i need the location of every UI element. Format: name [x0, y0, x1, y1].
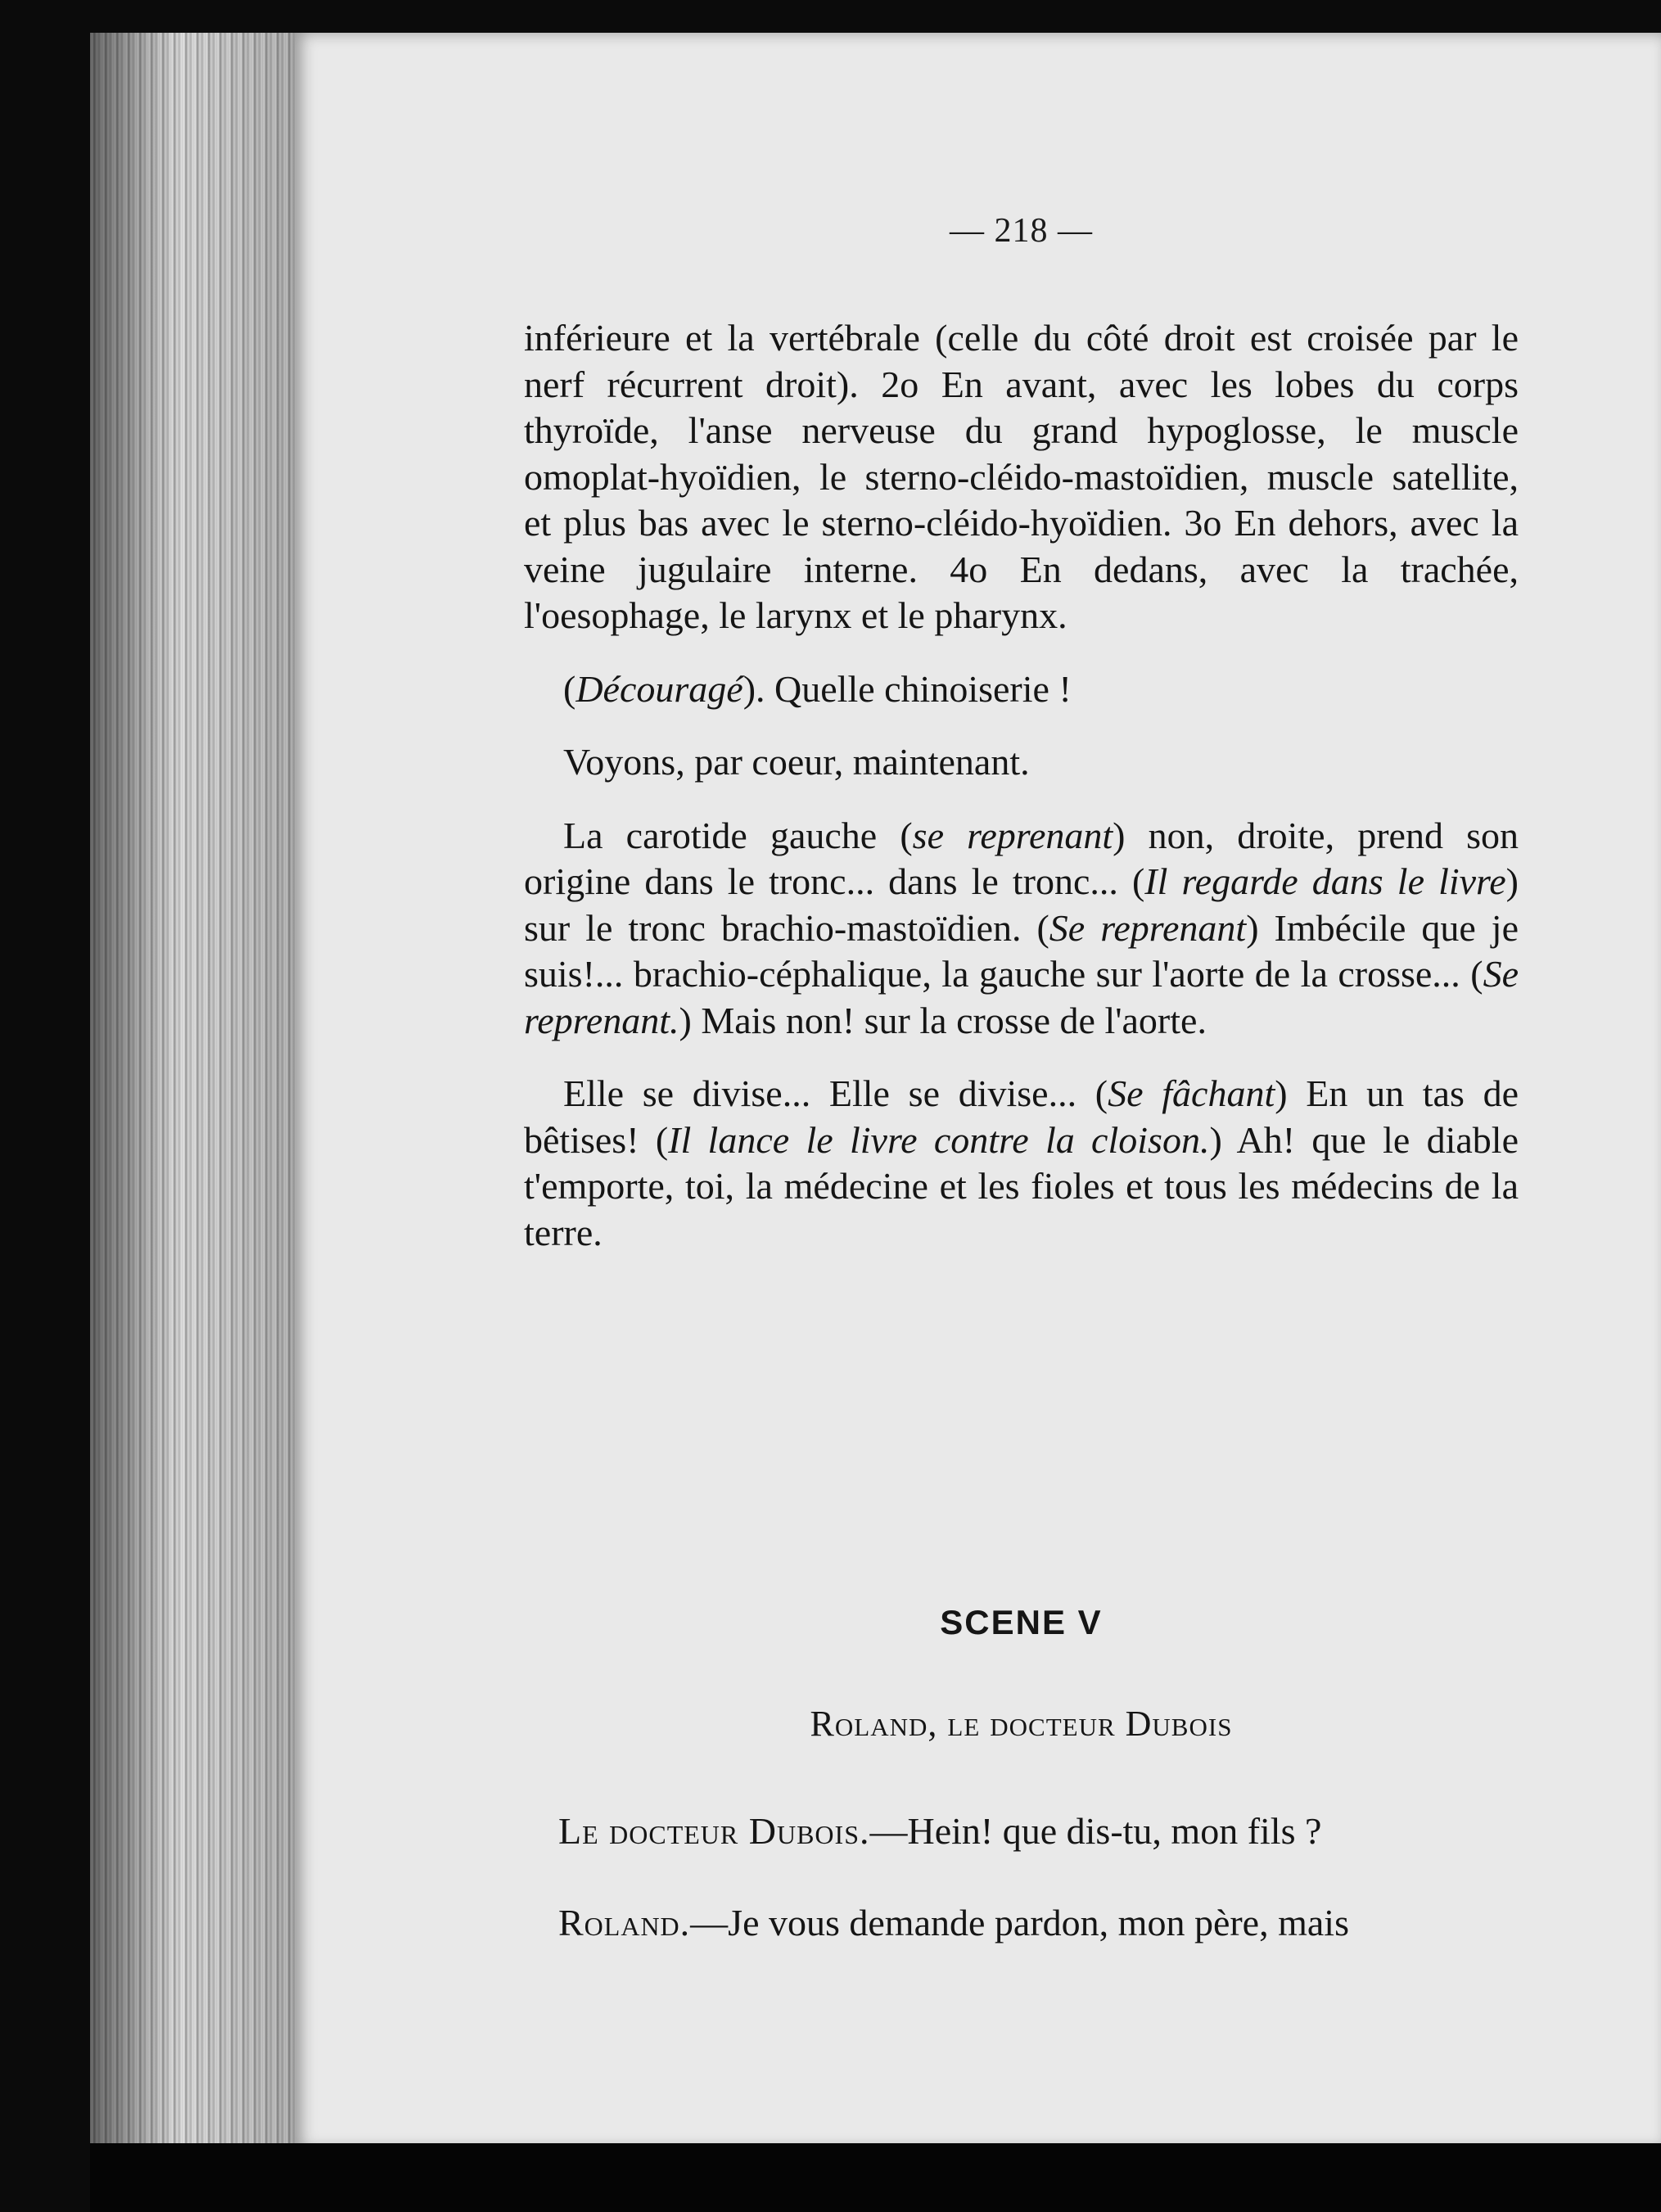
text-run: ) sur le tronc brachio-mastoïdien. (: [524, 860, 1519, 949]
paragraph-by-heart: Voyons, par coeur, maintenant.: [563, 741, 1030, 783]
text-run: La carotide gauche (: [563, 814, 913, 856]
dialogue-line: [558, 1901, 1520, 1944]
stage-direction: se reprenant: [912, 814, 1113, 856]
text-run: Elle se divise... Elle se divise... (: [563, 1072, 1108, 1114]
scene-heading: SCENE V: [940, 1603, 1103, 1641]
text-run: ) En un tas de bêtises! (: [524, 1072, 1519, 1161]
stage-direction: Découragé: [575, 667, 743, 710]
stage-direction: Il lance le livre contre la cloison.: [668, 1118, 1210, 1161]
stage-direction: Il regarde dans le livre: [1144, 860, 1506, 902]
stage-direction: Se fâchant: [1108, 1072, 1275, 1114]
dialogue-text: —Je vous demande pardon, mon père, mais: [690, 1902, 1349, 1943]
body-text: [524, 315, 1519, 1283]
page-number: — 218 —: [950, 212, 1093, 250]
text-run: ) non, droite, prend son origine dans le tronc... dans le tronc... (: [524, 814, 1519, 902]
text-run: ). Quelle chinoiserie !: [742, 667, 1072, 710]
scan-border-bottom: [90, 2143, 1661, 2212]
stage-direction: Se reprenant.: [524, 953, 1519, 1041]
dialogue-text: —Hein! que dis-tu, mon fils ?: [869, 1810, 1322, 1852]
text-run: ) Imbécile que je suis!... brachio-céphalique, la gauche sur l'aorte de la crosse... (: [524, 906, 1519, 995]
speaker-name: Le docteur Dubois.: [558, 1810, 870, 1852]
book-edge-shadow: [90, 33, 311, 2145]
text-run: ) Mais non! sur la crosse de l'aorte.: [679, 999, 1207, 1041]
paragraph-divides: [524, 1071, 1519, 1256]
text-run: ) Ah! que le diable t'emporte, toi, la médecine et les fioles et tous les médecins de la terre.: [524, 1118, 1519, 1253]
dialogue-line: [558, 1809, 1520, 1853]
speaker-name: Roland.: [558, 1902, 691, 1943]
paren-open: (: [563, 667, 576, 710]
paragraph-carotid: [524, 813, 1519, 1045]
paragraph-discouraged: [524, 666, 1519, 713]
paragraph-anatomy: inférieure et la vertébrale (celle du côté droit est croisée par le nerf récurrent droit). 2o En avant, avec les lobes du corps thyroïde, l'anse nerveuse du grand hypoglosse, le muscle omoplat-hyoïdien, le sterno-cléido-mastoïdien, muscle satellite, et plus bas avec le sterno-cléido-hyoïdien. 3o En dehors, avec la veine jugulaire interne. 4o En dedans, avec la trachée, l'oesophage, le larynx et le pharynx.: [524, 317, 1519, 636]
scene-characters: Roland, le docteur Dubois: [810, 1704, 1233, 1744]
stage-direction: Se reprenant: [1049, 906, 1247, 949]
